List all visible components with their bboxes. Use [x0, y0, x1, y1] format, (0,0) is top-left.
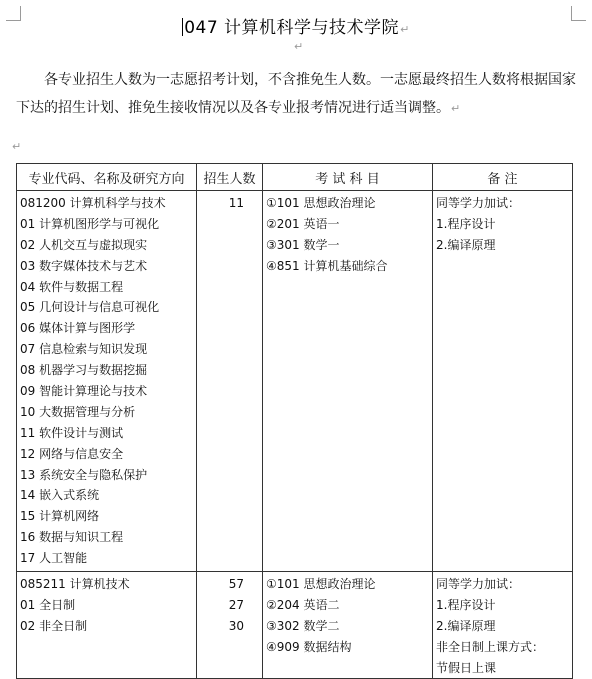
major-line: 12 网络与信息安全: [20, 446, 124, 461]
remark-line: 2.编译原理: [436, 618, 496, 633]
major-line: 01 计算机图形学与可视化: [20, 216, 160, 231]
exam-subject: ③301 数学一: [266, 237, 340, 252]
header-major: 专业代码、名称及研究方向: [17, 164, 197, 191]
major-line: 04 软件与数据工程: [20, 279, 124, 294]
major-line: 081200 计算机科学与技术: [20, 196, 166, 210]
major-line: 09 智能计算理论与技术: [20, 384, 148, 399]
page-title-text: 047 计算机科学与技术学院: [184, 18, 400, 38]
table-row: [17, 191, 573, 572]
major-line: 07 信息检索与知识发现: [20, 342, 148, 357]
exam-subject: ①101 思想政治理论: [266, 196, 376, 210]
count-value: 30: [228, 618, 244, 633]
header-remark: 备 注: [433, 164, 573, 191]
major-line: 03 数字媒体技术与艺术: [20, 258, 148, 273]
table-row: [17, 572, 573, 679]
count-value: 57: [228, 577, 244, 592]
major-line: 14 嵌入式系统: [20, 488, 100, 503]
remark-cell: [433, 191, 573, 572]
exam-subject: ③302 数学二: [266, 618, 340, 633]
exam-cell: [263, 191, 433, 572]
intro-paragraph: [16, 66, 582, 123]
admissions-table: [16, 163, 573, 679]
remark-line: 2.编译原理: [436, 237, 496, 252]
major-line: 15 计算机网络: [20, 509, 100, 524]
paragraph-mark: ↵: [12, 140, 22, 153]
table-header-row: [17, 164, 573, 191]
major-line: 02 非全日制: [20, 618, 88, 633]
header-count: 招生人数: [197, 164, 263, 191]
major-line: 11 软件设计与测试: [20, 425, 124, 440]
exam-subject: ②201 英语一: [266, 216, 340, 231]
major-line: 08 机器学习与数据挖掘: [20, 363, 148, 378]
paragraph-mark: ↵: [451, 102, 461, 115]
remark-line: 同等学力加试：: [436, 577, 521, 592]
major-line: 13 系统安全与隐私保护: [20, 467, 148, 482]
exam-subject: ①101 思想政治理论: [266, 577, 376, 592]
remark-line: 非全日制上课方式：: [436, 639, 545, 654]
page-title: [0, 13, 592, 38]
count-value: 11: [228, 196, 244, 210]
count-cell: [197, 572, 263, 679]
major-line: 10 大数据管理与分析: [20, 404, 136, 419]
remark-line: 节假日上课: [436, 660, 497, 675]
major-line: 01 全日制: [20, 597, 76, 612]
paragraph-mark: ↵: [400, 23, 410, 36]
header-exam: 考 试 科 目: [263, 164, 433, 191]
count-cell: [197, 191, 263, 572]
major-line: 17 人工智能: [20, 551, 88, 566]
major-line: 05 几何设计与信息可视化: [20, 300, 160, 315]
exam-cell: [263, 572, 433, 679]
intro-paragraph-text: 各专业招生人数为一志愿招考计划，不含推免生人数。一志愿最终招生人数将根据国家下达的招生计划、推免生接收情况以及各专业报考情况进行适当调整。: [16, 72, 576, 116]
major-line: 02 人机交互与虚拟现实: [20, 237, 148, 252]
exam-subject: ④851 计算机基础综合: [266, 258, 388, 273]
major-line: 06 媒体计算与图形学: [20, 321, 136, 336]
major-line: 085211 计算机技术: [20, 577, 130, 592]
exam-subject: ②204 英语二: [266, 597, 340, 612]
remark-cell: [433, 572, 573, 679]
remark-line: 同等学力加试：: [436, 196, 521, 210]
remark-line: 1.程序设计: [436, 216, 496, 231]
major-line: 16 数据与知识工程: [20, 530, 124, 545]
remark-line: 1.程序设计: [436, 597, 496, 612]
count-value: 27: [228, 597, 244, 612]
exam-subject: ④909 数据结构: [266, 639, 352, 654]
paragraph-mark: ↵: [294, 40, 304, 53]
major-cell: [17, 191, 197, 572]
major-cell: [17, 572, 197, 679]
